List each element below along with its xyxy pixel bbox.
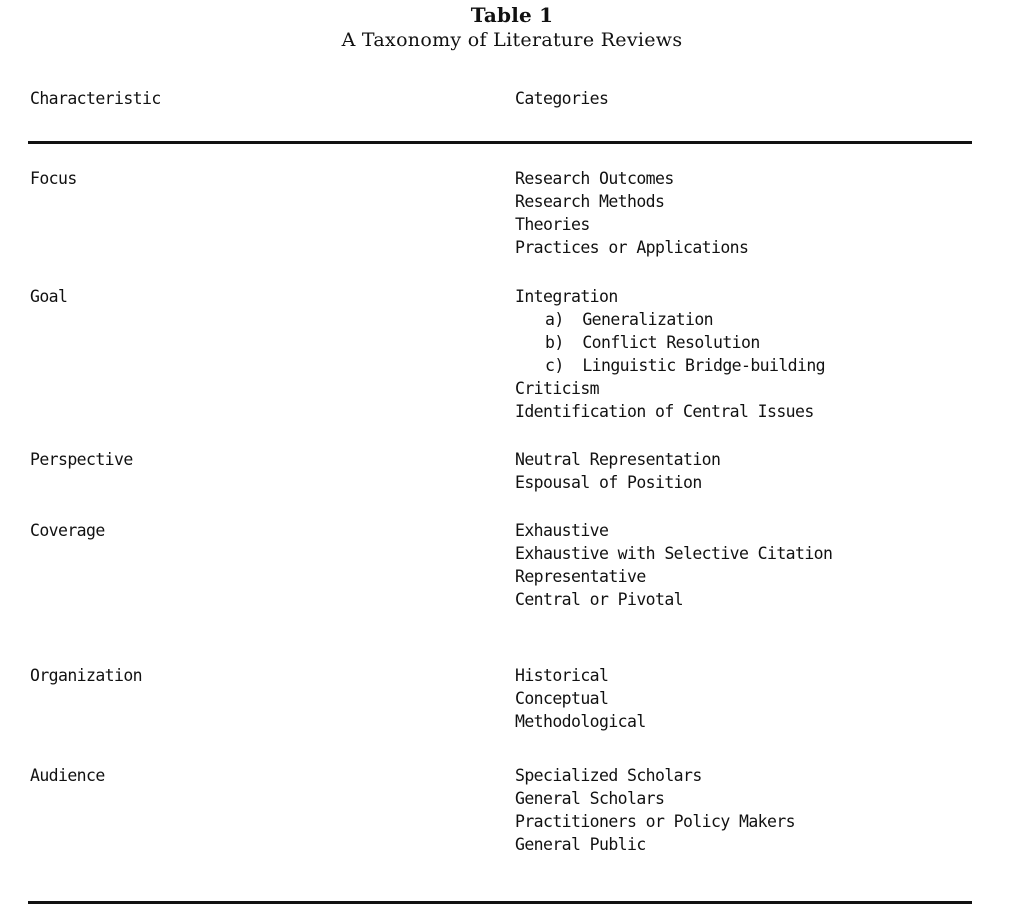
characteristic-label: Perspective [30, 450, 133, 469]
column-header-categories: Categories [515, 89, 609, 108]
category-list [515, 664, 646, 733]
characteristic-label: Organization [30, 666, 143, 685]
category-item: Theories [515, 215, 590, 234]
category-item: Identification of Central Issues [515, 402, 814, 421]
category-item: General Public [515, 835, 646, 854]
footer-rule [28, 901, 972, 904]
table-title: A Taxonomy of Literature Reviews [341, 29, 683, 51]
category-item: Conceptual [515, 689, 609, 708]
characteristic-label: Focus [30, 169, 77, 188]
subcategory-item: a) Generalization [545, 310, 714, 329]
category-list [515, 519, 832, 611]
category-item: Research Methods [515, 192, 665, 211]
category-item: Research Outcomes [515, 169, 674, 188]
category-list [515, 764, 795, 856]
subcategory-item: c) Linguistic Bridge-building [545, 356, 826, 375]
column-header-characteristic: Characteristic [30, 89, 161, 108]
characteristic-label: Coverage [30, 521, 105, 540]
category-list [515, 167, 748, 259]
category-list [515, 285, 825, 423]
category-item: Exhaustive with Selective Citation [515, 544, 833, 563]
category-item: Historical [515, 666, 609, 685]
category-item: Practices or Applications [515, 238, 749, 257]
category-item: Central or Pivotal [515, 590, 684, 609]
category-item: Representative [515, 567, 646, 586]
category-item: Criticism [515, 379, 600, 398]
category-item: Specialized Scholars [515, 766, 702, 785]
category-item: Exhaustive [515, 521, 609, 540]
category-item: Methodological [515, 712, 646, 731]
characteristic-label: Goal [30, 287, 68, 306]
category-item: Espousal of Position [515, 473, 702, 492]
category-item: Integration [515, 287, 618, 306]
table-caption [0, 2, 1024, 52]
category-list [515, 448, 720, 494]
header-rule [28, 141, 972, 144]
subcategory-item: b) Conflict Resolution [545, 333, 760, 352]
characteristic-label: Audience [30, 766, 105, 785]
category-item: General Scholars [515, 789, 665, 808]
table-number: Table 1 [470, 3, 554, 27]
category-item: Practitioners or Policy Makers [515, 812, 796, 831]
category-item: Neutral Representation [515, 450, 721, 469]
